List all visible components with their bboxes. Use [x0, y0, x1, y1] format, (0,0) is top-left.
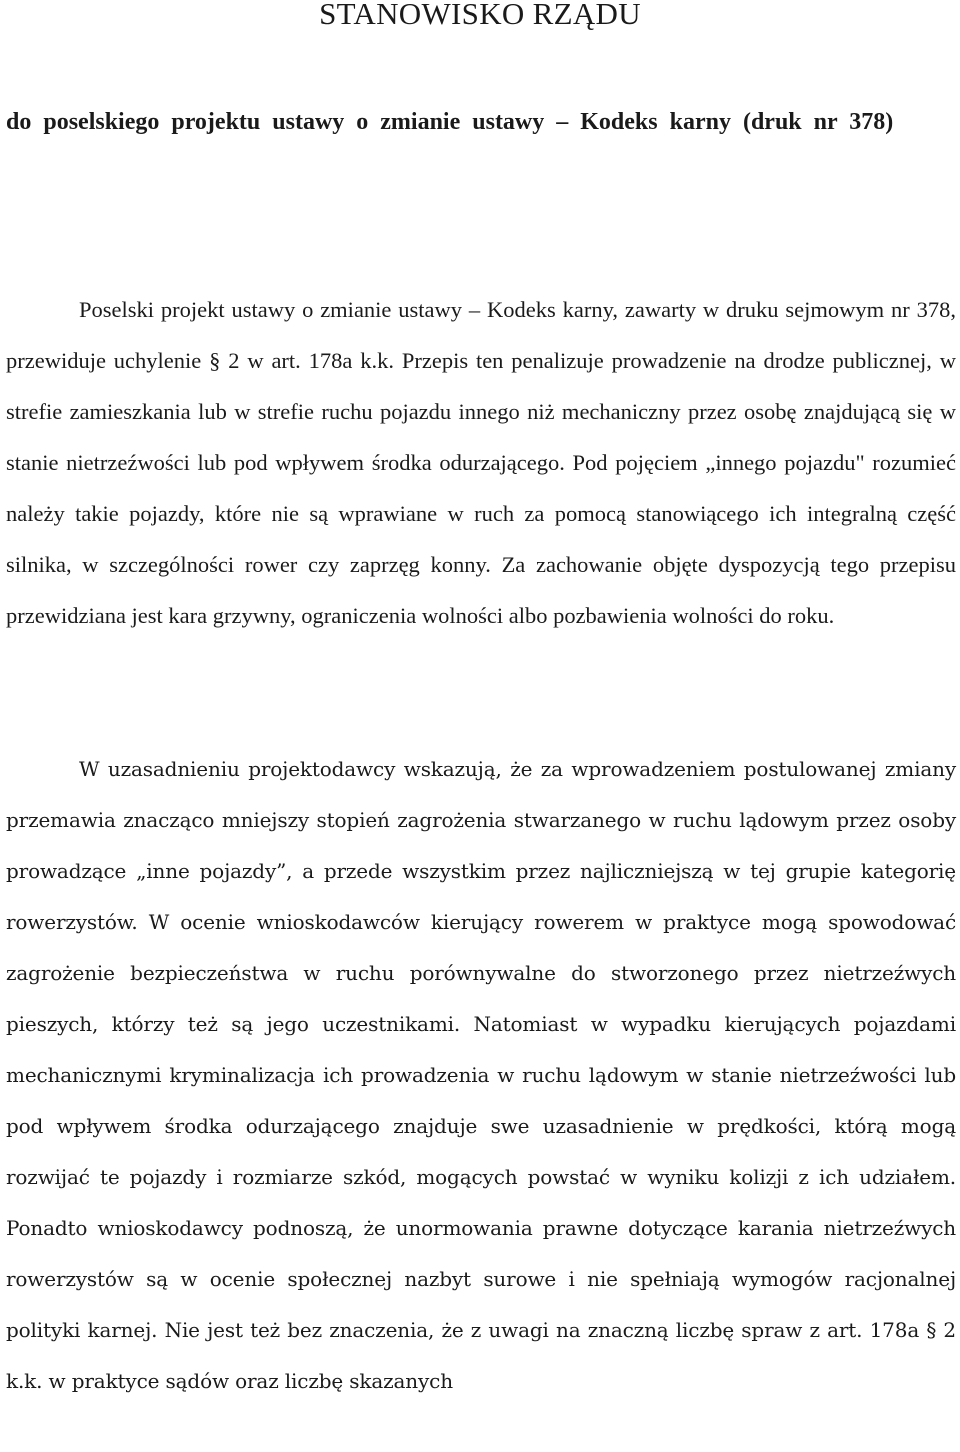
document-subtitle: do poselskiego projektu ustawy o zmianie ustawy – Kodeks karny (druk nr 378) — [6, 109, 894, 135]
paragraph-1: Poselski projekt ustawy o zmianie ustawy – Kodeks karny, zawarty w druku sejmowym nr 378, przewiduje uchylenie § 2 w art. 178a k.k. Przepis ten penalizuje prowadzenie na drodze publicznej, w strefie zamieszkania lub w strefie ruchu pojazdu innego niż mechaniczny przez osobę znajdującą się w stanie nietrzeźwości lub pod wpływem środka odurzającego. Pod pojęciem „innego pojazdu" rozumieć należy takie pojazdy, które nie są wprawiane w ruch za pomocą stanowiącego ich integralną część silnika, w szczególności rower czy zaprzęg konny. Za zachowanie objęte dyspozycją tego przepisu przewidziana jest kara grzywny, ograniczenia wolności albo pozbawienia wolności do roku. — [6, 297, 956, 628]
paragraph-2: W uzasadnieniu projektodawcy wskazują, że za wprowadzeniem postulowanej zmiany przemawia znacząco mniejszy stopień zagrożenia stwarzanego w ruchu lądowym przez osoby prowadzące „inne pojazdy”, a przede wszystkim przez najliczniejszą w tej grupie kategorię rowerzystów. W ocenie wnioskodawców kierujący rowerem w praktyce mogą spowodować zagrożenie bezpieczeństwa w ruchu porównywalne do stworzonego przez nietrzeźwych pieszych, którzy też są jego uczestnikami. Natomiast w wypadku kierujących pojazdami mechanicznymi kryminalizacja ich prowadzenia w ruchu lądowym w stanie nietrzeźwości lub pod wpływem środka odurzającego znajduje swe uzasadnienie w prędkości, którą mogą rozwijać te pojazdy i rozmiarze szkód, mogących powstać w wyniku kolizji z ich udziałem. Ponadto wnioskodawcy podnoszą, że unormowania prawne dotyczące karania nietrzeźwych rowerzystów są w ocenie społecznej nazbyt surowe i nie spełniają wymogów racjonalnej polityki karnej. Nie jest też bez znaczenia, że z uwagi na znaczną liczbę spraw z art. 178a § 2 k.k. w praktyce sądów oraz liczbę skazanych — [6, 757, 956, 1393]
document-title: STANOWISKO RZĄDU — [319, 0, 641, 31]
